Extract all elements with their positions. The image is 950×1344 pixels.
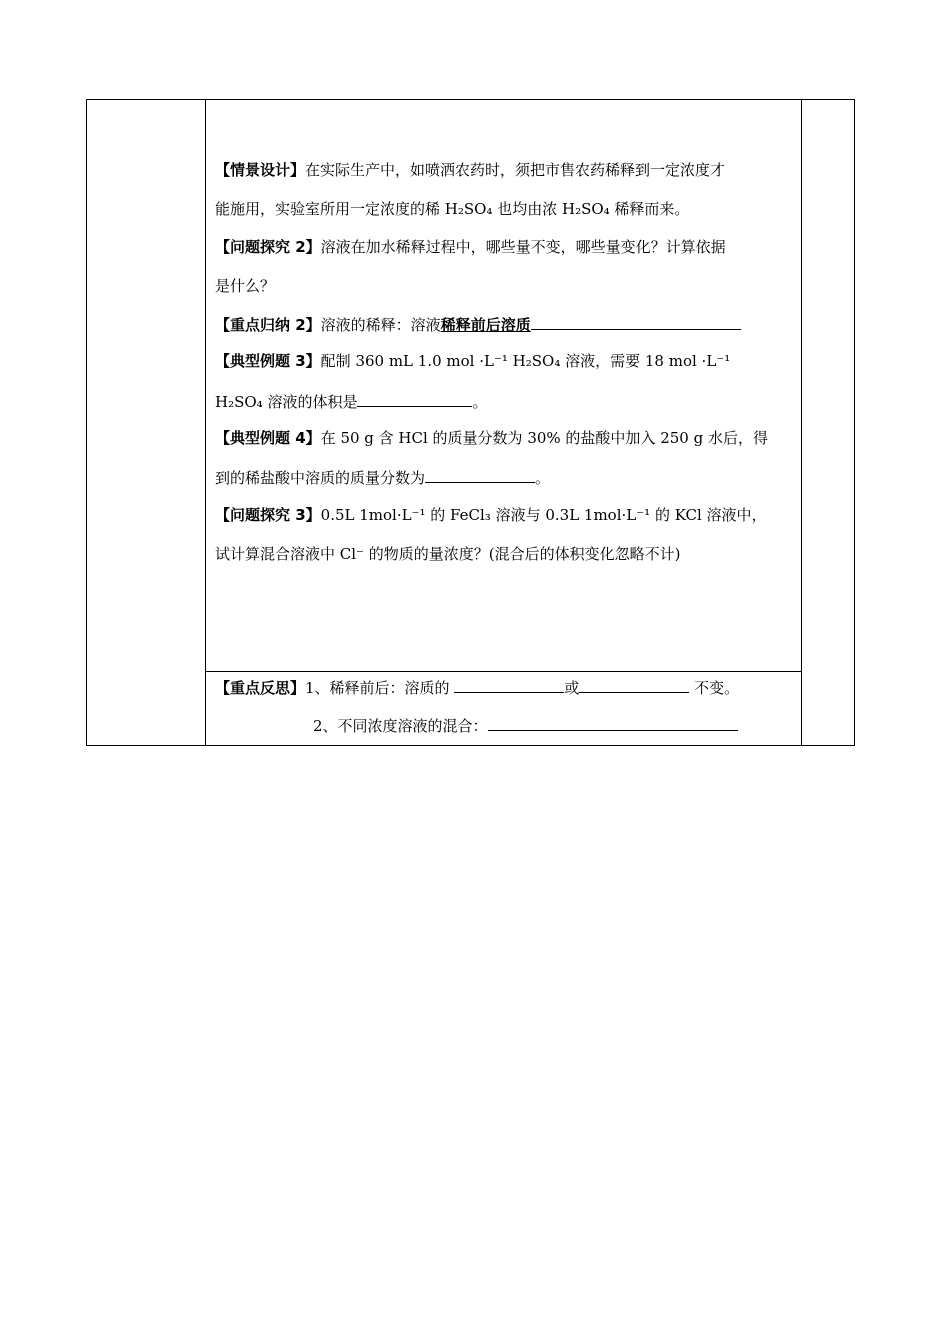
- table-left-border: [86, 99, 87, 746]
- reflection-or: 或: [564, 679, 580, 697]
- example4-line-1: [215, 427, 768, 449]
- reflection-blank-1: [454, 676, 564, 693]
- reflection-line-1: [215, 676, 739, 699]
- table-right-border: [854, 99, 855, 746]
- column-divider-1: [205, 99, 206, 746]
- summary2-blank: [531, 313, 741, 330]
- exploration2-line-2: 是什么？: [215, 277, 276, 295]
- reflection-end: 不变。: [694, 679, 740, 697]
- example3-text-2: H₂SO₄ 溶液的体积是: [215, 393, 358, 411]
- reflection-blank-2: [579, 676, 689, 693]
- example4-end: 。: [535, 469, 551, 487]
- exploration3-line-2: 试计算混合溶液中 Cl⁻ 的物质的量浓度？(混合后的体积变化忽略不计): [215, 545, 681, 563]
- exploration3-text-1: 0.5L 1mol·L⁻¹ 的 FeCl₃ 溶液与 0.3L 1mol·L⁻¹ 的 KCl 溶液中，: [320, 506, 767, 524]
- reflection-blank-3: [488, 714, 738, 731]
- reflection-text-1: 1、稀释前后：溶质的: [305, 679, 450, 697]
- example3-line-2: [215, 390, 487, 413]
- exploration3-label: 【问题探究 3】: [215, 506, 321, 524]
- exploration3-line-1: [215, 504, 767, 526]
- example3-text-1: 配制 360 mL 1.0 mol ·L⁻¹ H₂SO₄ 溶液，需要 18 mol ·L⁻¹: [320, 352, 731, 370]
- column-divider-2: [801, 99, 802, 746]
- summary2-text: 溶液的稀释：溶液: [320, 316, 441, 334]
- summary2-line: [215, 313, 741, 336]
- scenario-text-1: 在实际生产中，如喷洒农药时，须把市售农药稀释到一定浓度才: [305, 161, 726, 179]
- scenario-line-2: 能施用，实验室所用一定浓度的稀 H₂SO₄ 也均由浓 H₂SO₄ 稀释而来。: [215, 200, 690, 218]
- scenario-line-1: [215, 159, 725, 181]
- exploration2-line-1: [215, 236, 726, 258]
- scenario-label: 【情景设计】: [215, 161, 306, 179]
- example3-line-1: [215, 350, 730, 372]
- summary2-bold: 稀释前后溶质: [440, 316, 531, 334]
- table-top-border: [86, 99, 855, 100]
- example4-line-2: [215, 466, 550, 489]
- reflection-text-2: 2、不同浓度溶液的混合：: [313, 717, 488, 735]
- example3-blank: [357, 390, 472, 407]
- example4-text-1: 在 50 g 含 HCl 的质量分数为 30% 的盐酸中加入 250 g 水后，得: [320, 429, 768, 447]
- example4-text-2: 到的稀盐酸中溶质的质量分数为: [215, 469, 426, 487]
- reflection-label: 【重点反思】: [215, 679, 306, 697]
- example4-label: 【典型例题 4】: [215, 429, 321, 447]
- table-bottom-border: [86, 745, 855, 746]
- summary2-label: 【重点归纳 2】: [215, 316, 321, 334]
- exploration2-label: 【问题探究 2】: [215, 238, 321, 256]
- reflection-line-2: [313, 714, 738, 737]
- example4-blank: [425, 466, 535, 483]
- example3-end: 。: [472, 393, 488, 411]
- lesson-table: [86, 99, 855, 746]
- reflection-divider: [205, 671, 801, 672]
- exploration2-text-1: 溶液在加水稀释过程中，哪些量不变，哪些量变化？计算依据: [320, 238, 726, 256]
- example3-label: 【典型例题 3】: [215, 352, 321, 370]
